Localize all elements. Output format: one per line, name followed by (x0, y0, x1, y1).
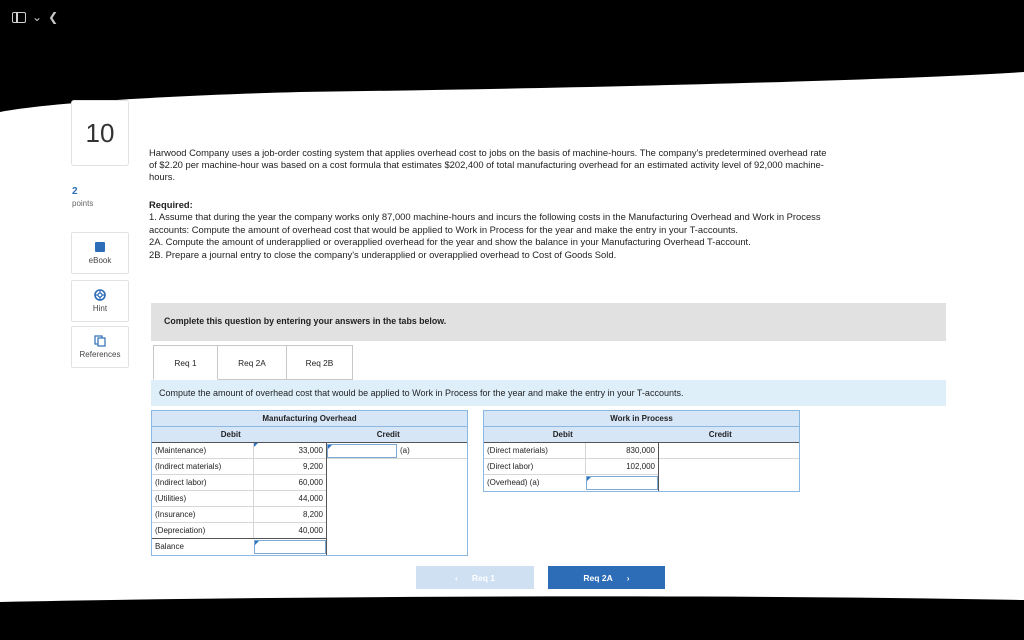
tab-req-1[interactable]: Req 1 (153, 345, 218, 380)
tab-req-2b[interactable]: Req 2B (287, 345, 353, 380)
row-amount[interactable]: 60,000 (253, 475, 326, 490)
row-amount[interactable]: 40,000 (253, 523, 326, 538)
wip-credit-side (659, 443, 799, 491)
mo-header-row (152, 427, 467, 443)
required-item-2b: 2B. Prepare a journal entry to close the company's underapplied or overapplied overhead to Cost of Goods Sold. (149, 248, 617, 260)
back-arrow-icon[interactable]: ❮ (48, 10, 59, 24)
row-label: (Depreciation) (155, 526, 206, 535)
hint-label: Hint (92, 304, 108, 313)
table-row (659, 443, 799, 459)
book-icon (94, 241, 106, 253)
prev-button[interactable] (416, 566, 534, 589)
row-amount[interactable]: 44,000 (253, 491, 326, 506)
row-label: (Indirect materials) (155, 462, 222, 471)
wip-debit-header: Debit (552, 430, 573, 439)
ebook-button[interactable] (71, 232, 129, 274)
prev-label: Req 1 (471, 572, 495, 583)
sidebar-icon[interactable] (12, 12, 26, 23)
wip-credit-header: Credit (708, 430, 732, 439)
mo-credit-header: Credit (376, 430, 400, 439)
lifebuoy-icon (94, 289, 106, 301)
hint-button[interactable] (71, 280, 129, 322)
wip-overhead-input[interactable] (586, 476, 658, 490)
chevron-left-icon: ‹ (455, 572, 458, 583)
required-item-2a: 2A. Compute the amount of underapplied or overapplied overhead for the year and show the balance in your Manufacturing Overhead T-account. (149, 236, 751, 248)
manufacturing-overhead-taccount (151, 410, 468, 556)
redaction-top (0, 0, 1024, 112)
row-amount[interactable]: 33,000 (253, 443, 326, 458)
balance-label: Balance (155, 542, 184, 551)
table-row (152, 491, 326, 507)
table-row (152, 443, 326, 459)
row-label: (Overhead) (a) (487, 478, 540, 487)
browser-chrome (12, 10, 58, 24)
row-amount[interactable]: 8,200 (253, 507, 326, 522)
wip-title: Work in Process (484, 411, 799, 427)
balance-row (152, 539, 326, 555)
required-item-1: 1. Assume that during the year the company works only 87,000 machine-hours and incurs the following costs in the Manufacturing Overhead and Work in Process accounts: Compute the amount of overhead cost that would be applied to Work in Process for the year and make the entry in your T-accounts. (149, 211, 821, 235)
work-in-process-taccount (483, 410, 800, 492)
table-row (484, 475, 658, 491)
mo-applied-overhead-input[interactable] (327, 444, 397, 458)
tab-instruction: Compute the amount of overhead cost that would be applied to Work in Process for the year and make the entry in your T-accounts. (151, 380, 946, 406)
mo-title: Manufacturing Overhead (152, 411, 467, 427)
row-label: (Maintenance) (155, 446, 207, 455)
table-row (327, 443, 467, 459)
required-heading: Required: (149, 199, 193, 210)
problem-intro: Harwood Company uses a job-order costing system that applies overhead cost to jobs on the basis of machine-hours. The company's predetermined overhead rate of $2.20 per machine-hour was based on a cost formula that estimates $202,400 of total manufacturing overhead for an estimated activity level of 92,000 machine-hours. (149, 147, 827, 182)
table-row (152, 507, 326, 523)
question-number: 10 (71, 100, 129, 166)
row-amount[interactable]: 830,000 (585, 443, 658, 458)
points-label: points (72, 199, 94, 208)
table-row (152, 523, 326, 539)
mo-credit-side (327, 443, 467, 555)
table-row (484, 443, 658, 459)
row-amount[interactable]: 102,000 (585, 459, 658, 474)
next-button[interactable] (548, 566, 665, 589)
table-row (484, 459, 658, 475)
table-row (152, 459, 326, 475)
ebook-label: eBook (88, 256, 112, 265)
points-value: 2 (72, 186, 78, 197)
required-list (149, 211, 829, 261)
next-label: Req 2A (583, 572, 613, 583)
requirement-tabs (153, 345, 353, 380)
chevron-down-icon[interactable]: ⌄ (32, 10, 43, 24)
row-label: (Indirect labor) (155, 478, 207, 487)
row-label: (Utilities) (155, 494, 187, 503)
row-amount[interactable]: 9,200 (253, 459, 326, 474)
references-label: References (79, 350, 121, 359)
references-button[interactable] (71, 326, 129, 368)
chevron-right-icon: › (626, 572, 630, 583)
wip-debit-side (484, 443, 659, 491)
complete-instructions: Complete this question by entering your answers in the tabs below. (151, 303, 946, 341)
documents-icon (94, 335, 106, 347)
row-label: (Direct materials) (487, 446, 548, 455)
redaction-bottom (0, 590, 1024, 640)
table-row (152, 475, 326, 491)
row-label: (Insurance) (155, 510, 196, 519)
row-label: (Direct labor) (487, 462, 534, 471)
wip-header-row (484, 427, 799, 443)
mo-balance-input[interactable] (254, 540, 326, 554)
mo-debit-header: Debit (220, 430, 241, 439)
tab-req-2a[interactable]: Req 2A (218, 345, 287, 380)
mo-credit-label: (a) (400, 446, 410, 455)
mo-debit-side (152, 443, 327, 555)
